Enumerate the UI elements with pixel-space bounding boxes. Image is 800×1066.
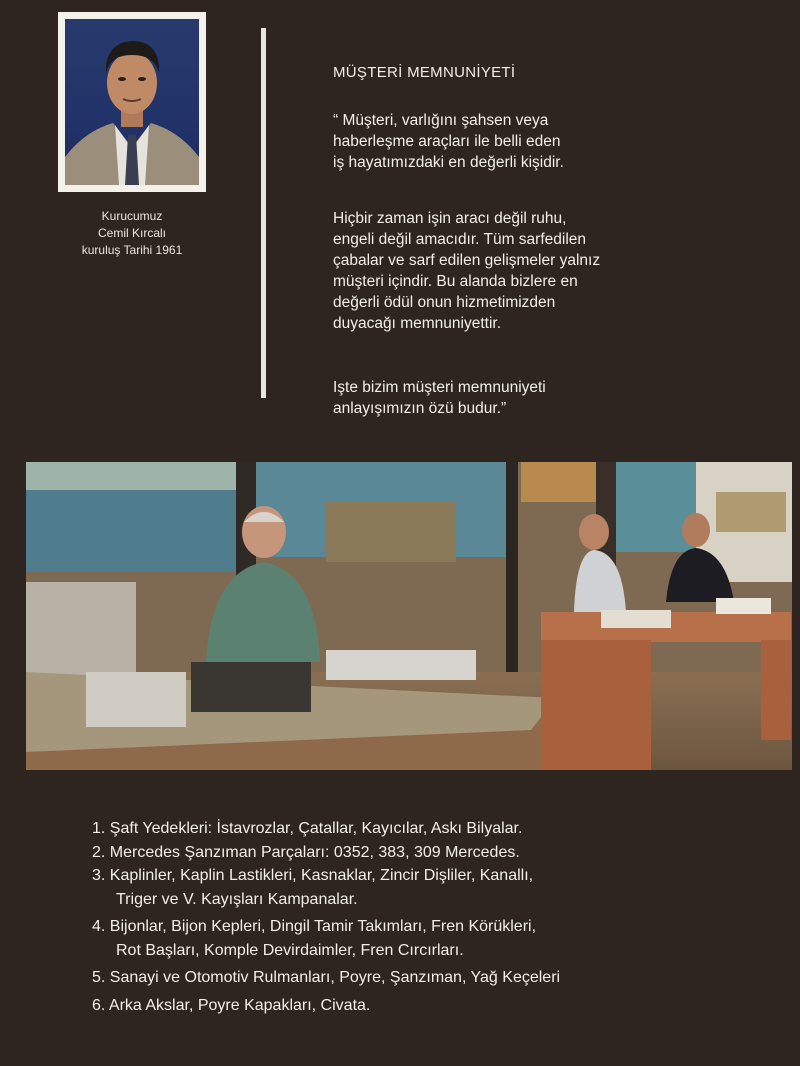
quote-line: engeli değil amacıdır. Tüm sarfedilen — [333, 231, 587, 248]
quote-paragraph-3 — [333, 377, 773, 419]
quote-line: değerli ödül onun hizmetimizden — [333, 294, 556, 311]
product-number: 2. — [92, 843, 106, 861]
quote-line: iş hayatımızdaki en değerli kişidir. — [333, 154, 564, 171]
quote-line: “ Müşteri, varlığını şahsen veya — [333, 112, 549, 129]
product-item-3-continued — [92, 888, 560, 912]
product-item-3 — [92, 864, 560, 888]
product-item-4 — [92, 915, 560, 939]
product-item-4-continued — [92, 939, 560, 963]
founder-caption-line1: Kurucumuz — [101, 209, 163, 223]
quote-line: haberleşme araçları ile belli eden — [333, 133, 561, 150]
product-item-5 — [92, 966, 560, 990]
founder-portrait — [58, 12, 206, 192]
quote-line: Hiçbir zaman işin aracı değil ruhu, — [333, 210, 567, 227]
office-photo — [26, 462, 792, 770]
product-item-2 — [92, 841, 560, 865]
quote-line: çabalar ve sarf edilen gelişmeler yalnız — [333, 252, 601, 269]
product-number: 3. — [92, 867, 106, 884]
product-text: Mercedes Şanzıman Parçaları: 0352, 383, 309 Mercedes. — [109, 843, 520, 861]
section-heading: MÜŞTERİ MEMNUNİYETİ — [333, 64, 516, 81]
quote-line: anlayışımızın özü budur.” — [333, 400, 507, 417]
product-text: Şaft Yedekleri: İstavrozlar, Çatallar, Kayıcılar, Askı Bilyalar. — [109, 820, 523, 837]
quote-line: Işte bizim müşteri memnuniyeti — [333, 379, 546, 396]
product-number: 1. — [92, 820, 106, 837]
product-text: Arka Akslar, Poyre Kapakları, Civata. — [108, 996, 371, 1014]
founder-name: Cemil Kırcalı — [97, 226, 166, 240]
quote-paragraph-2 — [333, 208, 773, 334]
quote-line: duyacağı memnuniyettir. — [333, 315, 502, 332]
product-text: Sanayi ve Otomotiv Rulmanları, Poyre, Şanzıman, Yağ Keçeleri — [109, 969, 561, 986]
product-text: Kaplinler, Kaplin Lastikleri, Kasnaklar, Zincir Dişliler, Kanallı, — [109, 867, 534, 884]
founder-caption — [52, 208, 212, 259]
product-number: 6. — [92, 996, 106, 1014]
product-text: Bijonlar, Bijon Kepleri, Dingil Tamir Takımları, Fren Körükleri, — [109, 918, 537, 935]
product-number: 5. — [92, 969, 106, 986]
quote-paragraph-1 — [333, 110, 773, 173]
product-list — [92, 817, 560, 1017]
quote-line: müşteri içindir. Bu alanda bizlere en — [333, 273, 578, 290]
founder-photo — [65, 19, 199, 185]
product-text: Rot Başları, Komple Devirdaimler, Fren Cırcırları. — [116, 941, 464, 959]
founding-year: kuruluş Tarihi 1961 — [81, 243, 183, 257]
product-item-1 — [92, 817, 560, 841]
vertical-divider — [261, 28, 266, 398]
product-item-6 — [92, 994, 560, 1018]
product-number: 4. — [92, 918, 106, 935]
product-text: Triger ve V. Kayışları Kampanalar. — [116, 890, 358, 908]
